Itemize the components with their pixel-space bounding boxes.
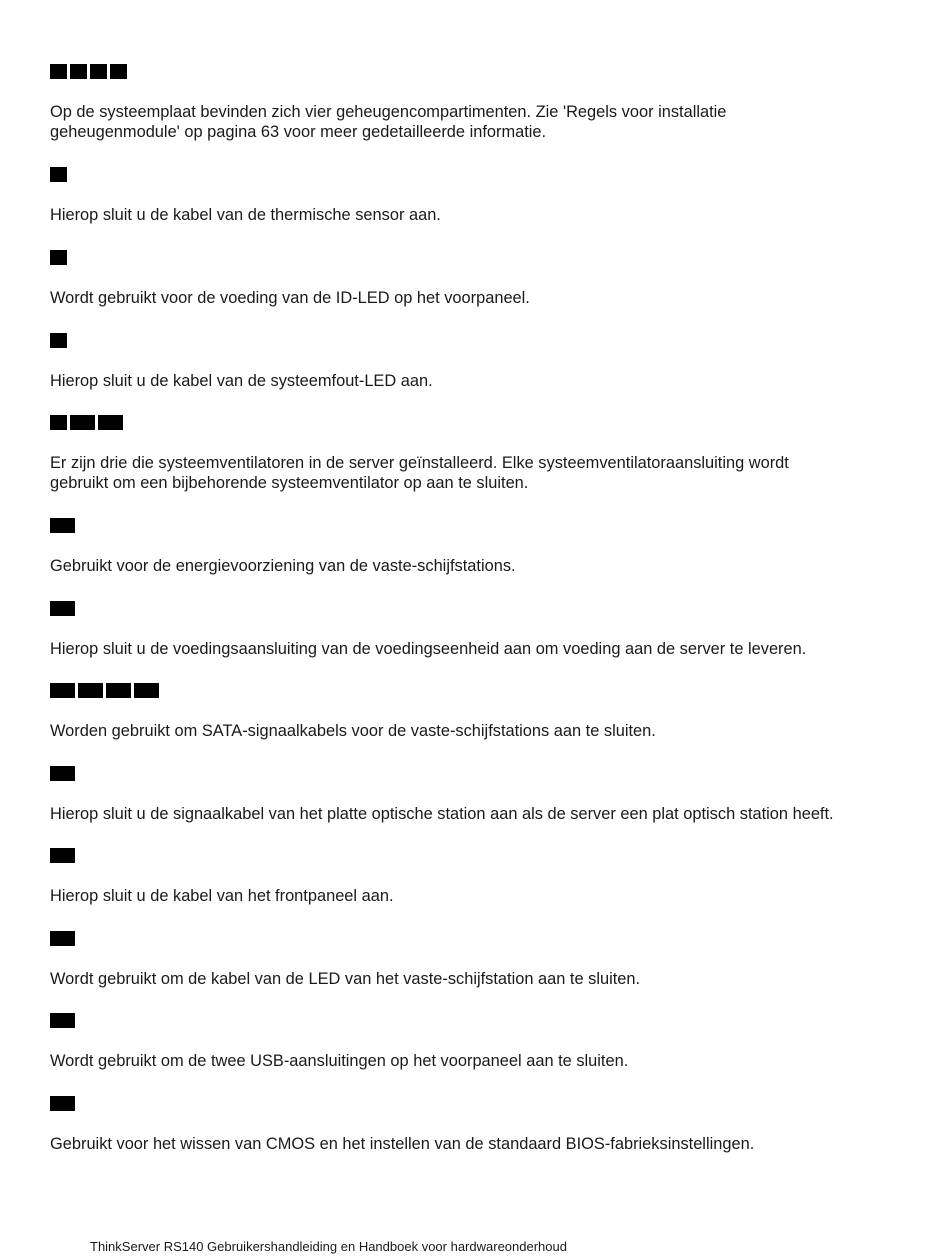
entry-description: Wordt gebruikt om de kabel van de LED van het vaste-schijfstation aan te sluiten. [50, 970, 641, 988]
entry-description: Wordt gebruikt om de twee USB-aansluitingen op het voorpaneel aan te sluiten. [50, 1052, 629, 1070]
redacted-callout-badge [70, 64, 87, 79]
redacted-callout-badge [106, 683, 131, 698]
entry-description: Op de systeemplaat bevinden zich vier geheugencompartimenten. Zie 'Regels voor installatie geheugenmodule' op pagina 63 voor meer gedetailleerde informatie. [50, 103, 727, 141]
redacted-callout-group [50, 1096, 75, 1111]
redacted-callout-badge [98, 415, 123, 430]
redacted-callout-badge [50, 518, 75, 533]
redacted-callout-badge [50, 1013, 75, 1028]
entry-description: Hierop sluit u de voedingsaansluiting van de voedingseenheid aan om voeding aan de server te leveren. [50, 640, 807, 658]
entry-description: Wordt gebruikt voor de voeding van de ID-LED op het voorpaneel. [50, 289, 530, 307]
redacted-callout-badge [134, 683, 159, 698]
redacted-callout-badge [50, 167, 67, 182]
redacted-callout-group [50, 167, 67, 182]
redacted-callout-badge [50, 1096, 75, 1111]
redacted-callout-group [50, 683, 159, 698]
redacted-callout-group [50, 64, 127, 79]
redacted-callout-group [50, 766, 75, 781]
redacted-callout-badge [50, 64, 67, 79]
entry-description: Gebruikt voor het wissen van CMOS en het instellen van de standaard BIOS-fabrieksinstellingen. [50, 1135, 755, 1153]
redacted-callout-group [50, 518, 75, 533]
redacted-callout-badge [90, 64, 107, 79]
redacted-callout-group [50, 415, 123, 430]
redacted-callout-badge [50, 250, 67, 265]
redacted-callout-group [50, 333, 67, 348]
redacted-callout-badge [50, 333, 67, 348]
redacted-callout-badge [50, 766, 75, 781]
redacted-callout-badge [78, 683, 103, 698]
entry-description: Gebruikt voor de energievoorziening van de vaste-schijfstations. [50, 557, 516, 575]
redacted-callout-badge [50, 415, 67, 430]
redacted-callout-badge [50, 601, 75, 616]
redacted-callout-badge [50, 931, 75, 946]
redacted-callout-group [50, 601, 75, 616]
entry-description: Hierop sluit u de signaalkabel van het platte optische station aan als de server een plat optisch station heeft. [50, 805, 834, 823]
redacted-callout-group [50, 1013, 75, 1028]
redacted-callout-badge [50, 683, 75, 698]
redacted-callout-badge [50, 848, 75, 863]
entry-description: Hierop sluit u de kabel van het frontpaneel aan. [50, 887, 394, 905]
entry-description: Er zijn drie die systeemventilatoren in de server geïnstalleerd. Elke systeemventilatoraansluiting wordt gebruikt om een bijbehorende systeemventilator op aan te sluiten. [50, 454, 789, 492]
redacted-callout-group [50, 250, 67, 265]
redacted-callout-badge [70, 415, 95, 430]
redacted-callout-badge [110, 64, 127, 79]
entry-description: Worden gebruikt om SATA-signaalkabels voor de vaste-schijfstations aan te sluiten. [50, 722, 656, 740]
redacted-callout-group [50, 848, 75, 863]
redacted-callout-group [50, 931, 75, 946]
entry-description: Hierop sluit u de kabel van de systeemfout-LED aan. [50, 372, 433, 390]
page-footer: ThinkServer RS140 Gebruikershandleiding en Handboek voor hardwareonderhoud [90, 1239, 567, 1254]
entry-description: Hierop sluit u de kabel van de thermische sensor aan. [50, 206, 441, 224]
